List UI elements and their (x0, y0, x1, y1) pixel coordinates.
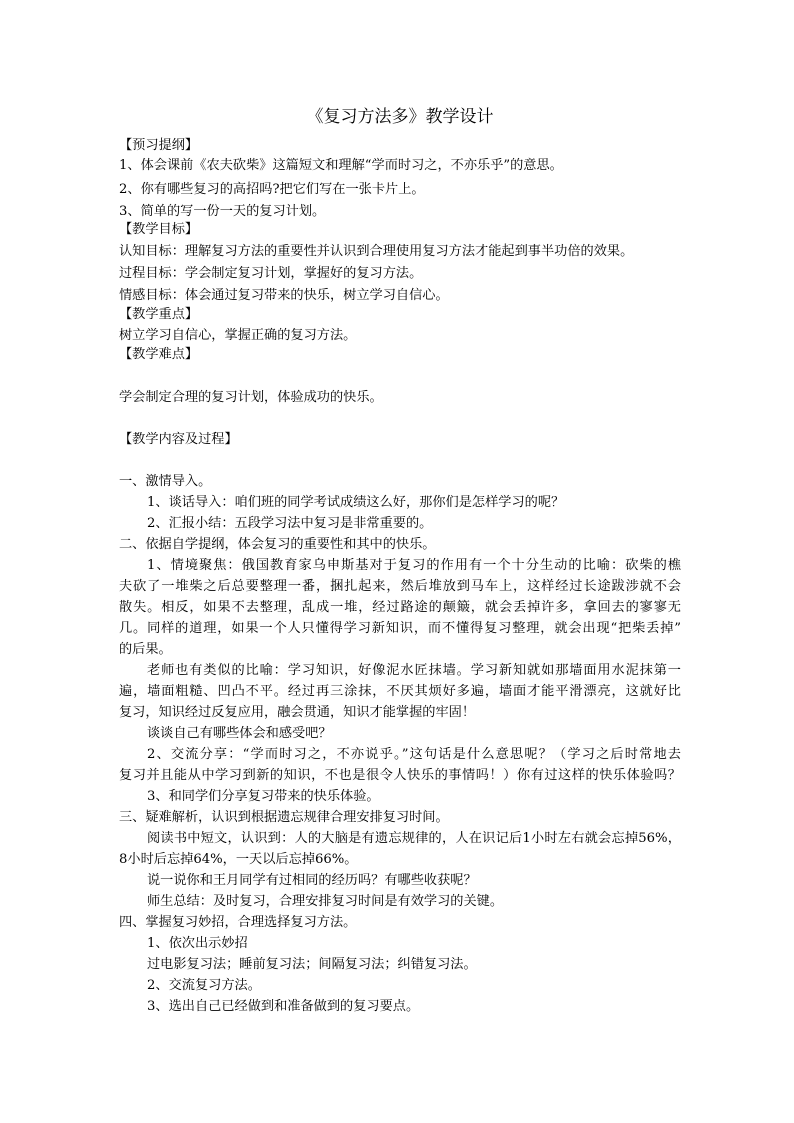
section-1-title: 一、激情导入。 (119, 474, 212, 489)
section-4-line-1: 1、依次出示妙招 (147, 936, 248, 951)
preview-heading: 【预习提纲】 (119, 138, 199, 153)
section-2-para-1-line-5: 的后果。 (119, 642, 172, 657)
preview-item-2: 2、你有哪些复习的高招吗?把它们写在一张卡片上。 (119, 182, 425, 197)
section-4-line-4: 3、选出自己已经做到和准备做到的复习要点。 (147, 999, 420, 1014)
section-1-line-1: 1、谈话导入：咱们班的同学考试成绩这么好，那你们是怎样学习的呢？ (147, 495, 565, 510)
section-2-para-5: 3、和同学们分享复习带来的快乐体验。 (147, 789, 380, 804)
goal-process: 过程目标：学会制定复习计划，掌握好的复习方法。 (119, 266, 423, 281)
preview-item-3: 3、简单的写一份一天的复习计划。 (119, 204, 326, 219)
goal-emotional: 情感目标：体会通过复习带来的快乐，树立学习自信心。 (119, 288, 449, 303)
section-2-title: 二、依据自学提纲，体会复习的重要性和其中的快乐。 (119, 537, 436, 552)
difficulties-heading: 【教学难点】 (119, 347, 199, 362)
section-3-para-2: 说一说你和王月同学有过相同的经历吗？有哪些收获呢？ (147, 873, 477, 888)
section-2-para-4-line-2: 复习并且能从中学习到新的知识，不也是很令人快乐的事情吗！）你有过这样的快乐体验吗？ (119, 768, 681, 783)
section-2-para-1-line-3: 散失。相反，如果不去整理，乱成一堆，经过路途的颠簸，就会丢掉许多，拿回去的寥寥无 (119, 600, 681, 615)
section-4-title: 四、掌握复习妙招，合理选择复习方法。 (119, 915, 357, 930)
section-3-para-1-line-1: 阅读书中短文，认识到：人的大脑是有遗忘规律的，人在识记后1小时左右就会忘掉56%， (147, 831, 681, 846)
section-3-title: 三、疑难解析，认识到根据遗忘规律合理安排复习时间。 (119, 810, 449, 825)
preview-item-1: 1、体会课前《农夫砍柴》这篇短文和理解“学而时习之，不亦乐乎”的意思。 (119, 158, 563, 173)
section-2-para-2-line-3: 复习，知识经过反复应用，融会贯通，知识才能掌握的牢固！ (119, 705, 476, 720)
section-2-para-2-line-2: 遍，墙面粗糙、凹凸不平。经过再三涂抹，不厌其烦好多遍，墙面才能平滑漂亮，这就好比 (119, 684, 681, 699)
section-2-para-1-line-4: 几。同样的道理，如果一个人只懂得学习新知识，而不懂得复习整理，就会出现“把柴丢掉” (119, 621, 681, 636)
section-2-para-2-line-1: 老师也有类似的比喻：学习知识，好像泥水匠抹墙。学习新知就如那墙面用水泥抹第一 (147, 663, 681, 678)
process-heading: 【教学内容及过程】 (119, 432, 238, 447)
goal-cognitive: 认知目标：理解复习方法的重要性并认识到合理使用复习方法才能起到事半功倍的效果。 (119, 244, 634, 259)
key-points-heading: 【教学重点】 (119, 307, 199, 322)
difficulties-text: 学会制定合理的复习计划，体验成功的快乐。 (119, 390, 383, 405)
section-4-line-3: 2、交流复习方法。 (147, 978, 261, 993)
section-2-para-4-line-1: 2、交流分享：“学而时习之，不亦说乎。”这句话是什么意思呢？（学习之后时常地去 (147, 747, 681, 762)
section-3-para-1-line-2: 8小时后忘掉64%，一天以后忘掉66%。 (119, 852, 358, 867)
goals-heading: 【教学目标】 (119, 222, 199, 237)
section-2-para-1-line-2: 夫砍了一堆柴之后总要整理一番，捆扎起来，然后堆放到马车上，这样经过长途跋涉就不会 (119, 579, 681, 594)
section-1-line-2: 2、汇报小结：五段学习法中复习是非常重要的。 (147, 516, 433, 531)
section-2-para-3: 谈谈自己有哪些体会和感受吧？ (147, 726, 332, 741)
section-4-line-2: 过电影复习法；睡前复习法；间隔复习法；纠错复习法。 (147, 957, 477, 972)
document-title: 《复习方法多》教学设计 (306, 107, 494, 127)
section-3-para-3: 师生总结：及时复习，合理安排复习时间是有效学习的关键。 (147, 894, 504, 909)
key-points-text: 树立学习自信心，掌握正确的复习方法。 (119, 328, 357, 343)
section-2-para-1-line-1: 1、情境聚焦：俄国教育家乌申斯基对于复习的作用有一个十分生动的比喻：砍柴的樵 (147, 558, 681, 573)
